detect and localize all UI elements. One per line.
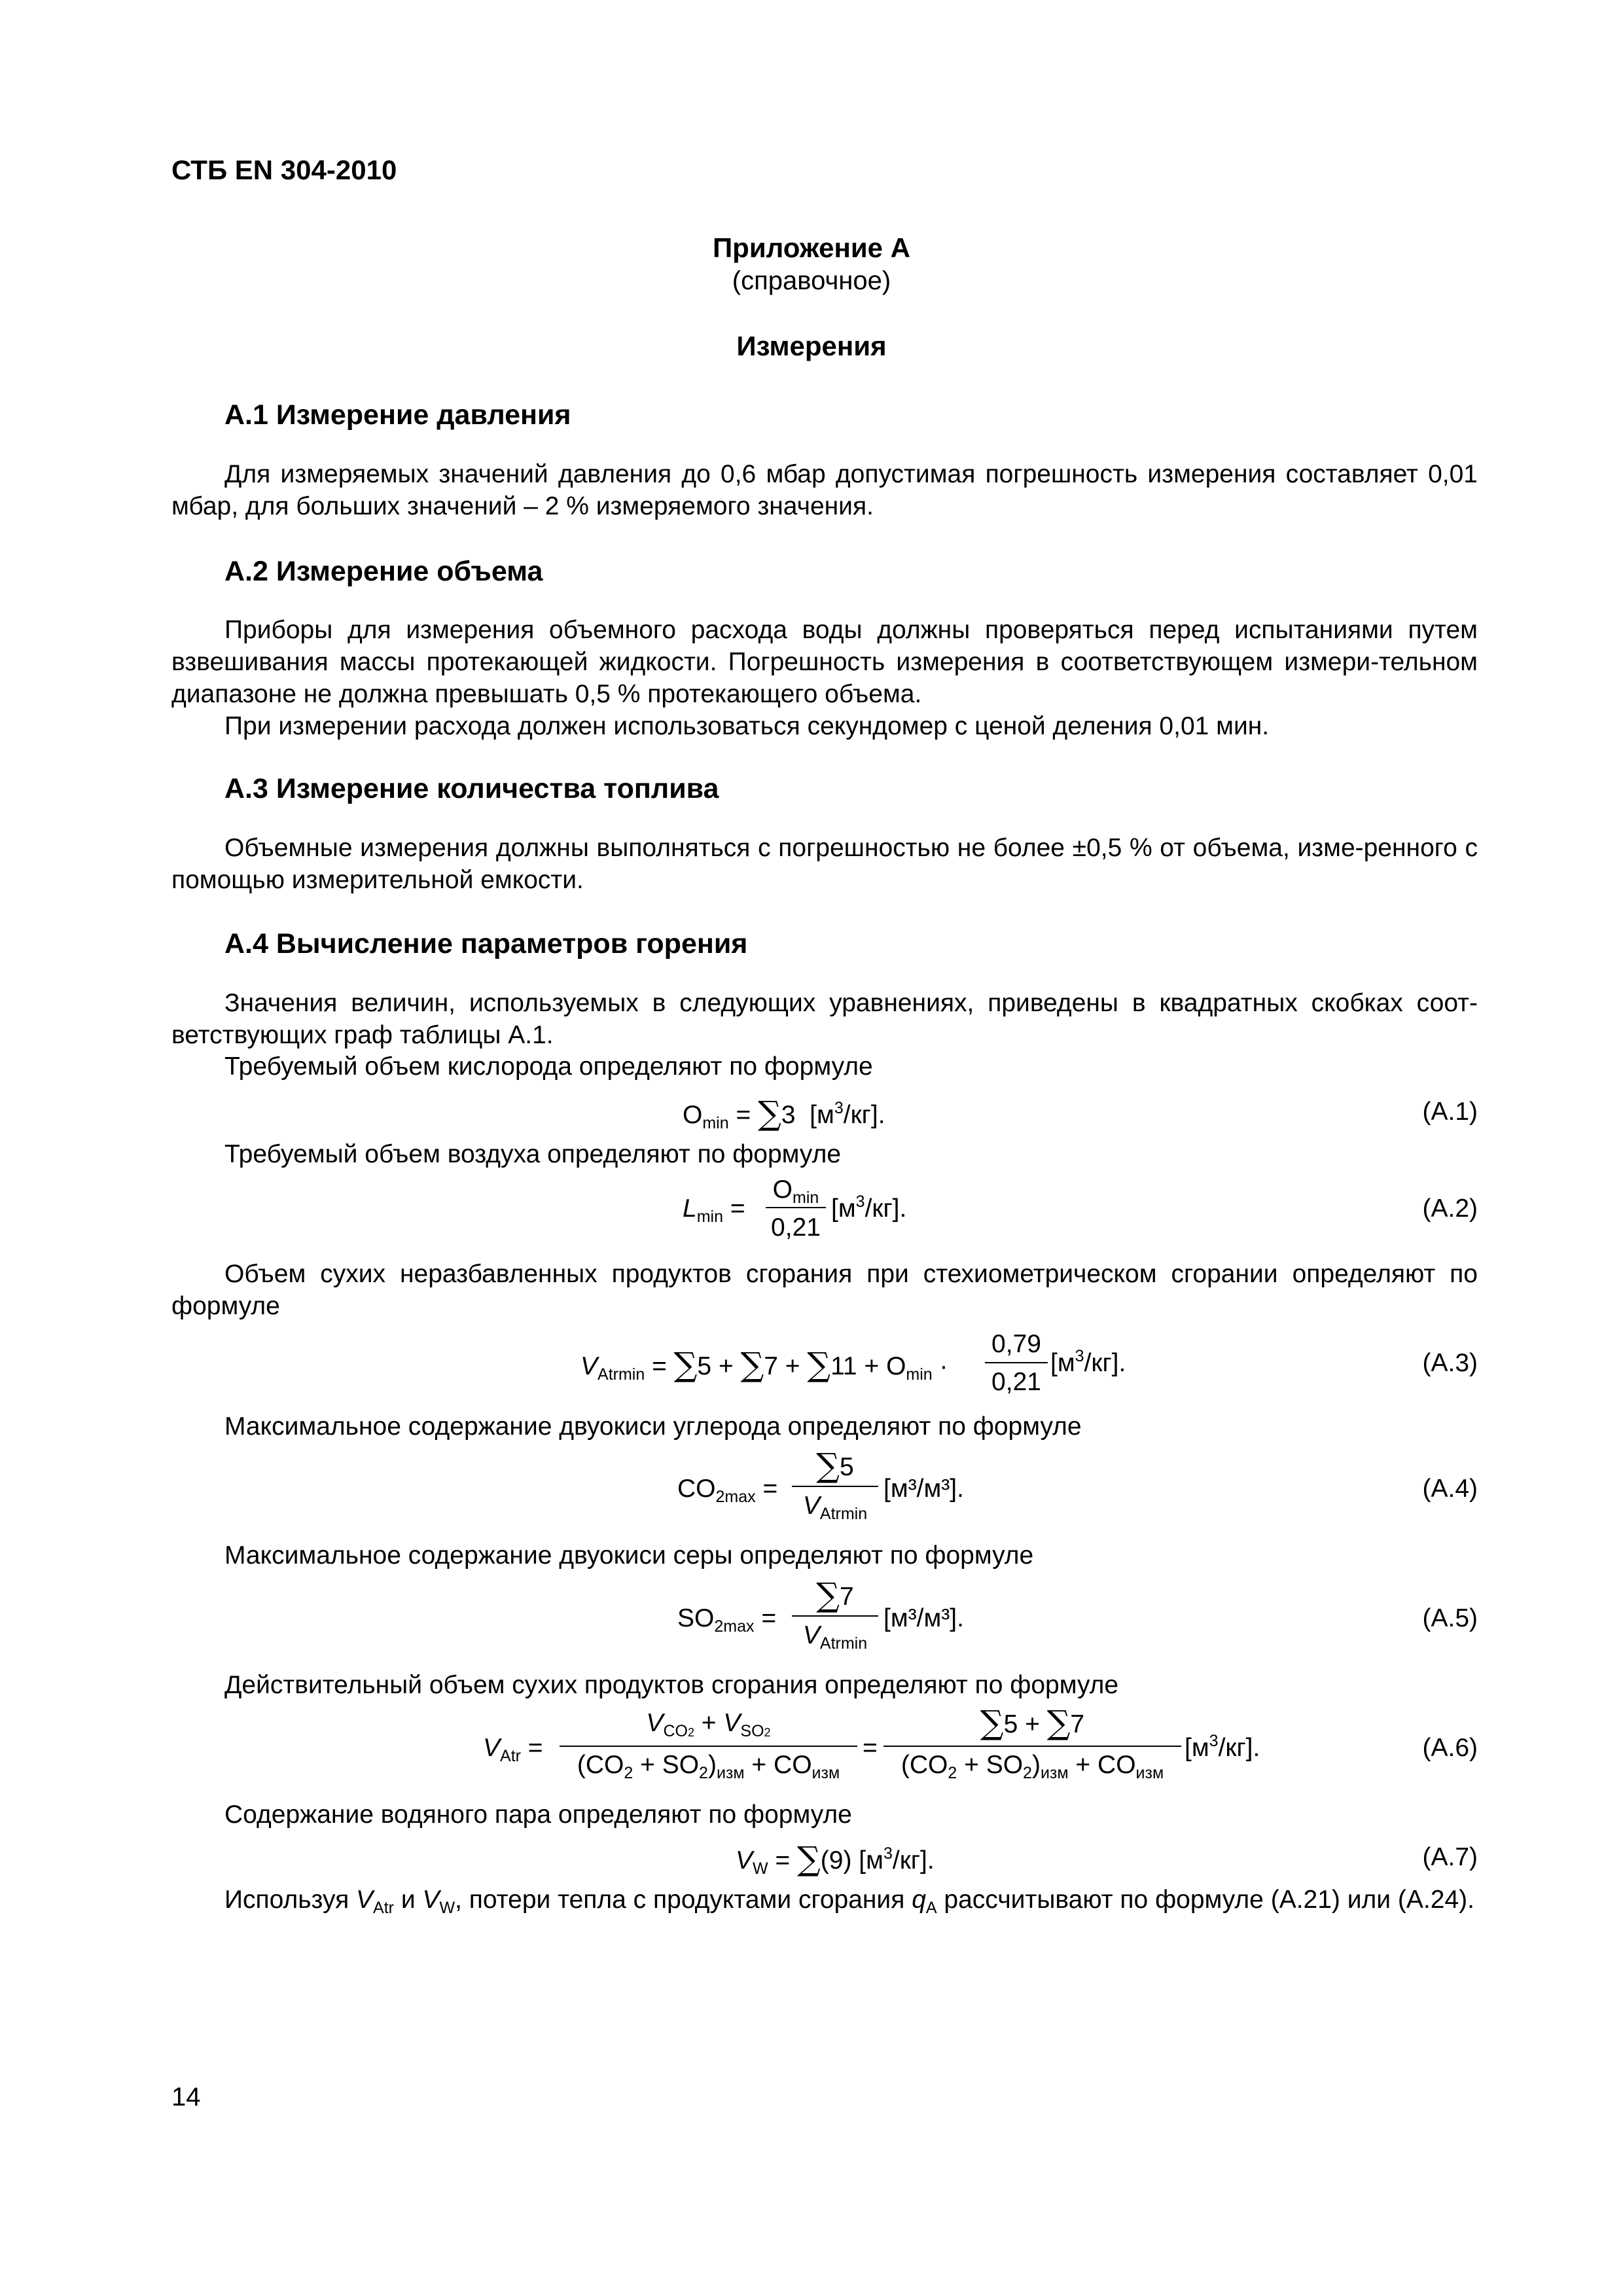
equation-a3-denominator: 0,21	[991, 1368, 1041, 1396]
section-a2-text1: Приборы для измерения объемного расхода воды должны проверяться перед испытаниями путем взвешивания массы протекающей жидкости. Погрешность измерения в соответствующем измери-тельном диапазоне не должна превышать 0,5 % протекающего объема.	[171, 616, 1478, 708]
equation-a6-denominator1: $(CO_2 + SO_2)_{изм} + CO_{изм}$	[577, 1751, 840, 1782]
equation-number-a5: (А.5)	[1422, 1604, 1478, 1632]
formula-intro-a3: Объем сухих неразбавленных продуктов сгорания при стехиометрическом сгорании определяют по формуле	[171, 1260, 1478, 1320]
equation-number-a7: (А.7)	[1422, 1843, 1478, 1871]
equation-a7: $V_W = \sum(9)$ $[м^3/кг]$.	[736, 1840, 935, 1878]
equation-a5-unit: [м³/м³].	[883, 1604, 964, 1632]
equation-a4-lhs: $CO_{2max}$ =	[677, 1475, 778, 1506]
equation-a3-numerator: 0,79	[991, 1330, 1041, 1358]
equation-a6-denominator2: $(CO_2 + SO_2)_{изм} + CO_{изм}$	[901, 1751, 1164, 1782]
section-a2-title: А.2 Измерение объема	[224, 556, 543, 587]
equation-number-a4: (А.4)	[1422, 1475, 1478, 1503]
equation-a6-fraction-bar1	[560, 1746, 857, 1747]
equation-number-a6: (А.6)	[1422, 1734, 1478, 1762]
equation-a2-numerator: $O_{min}$	[772, 1175, 819, 1207]
equation-a6-unit: $[м^3/кг]$.	[1185, 1732, 1260, 1762]
formula-intro-a4: Максимальное содержание двуокиси углерода определяют по формуле	[224, 1412, 1082, 1441]
equation-a6-fraction-bar2	[883, 1746, 1181, 1747]
sum-icon: ∑	[758, 1094, 781, 1132]
closing-paragraph: Используя $V_{Atr}$ и $V_W$, потери тепла с продуктами сгорания $q_A$ рассчитывают по формуле (А.21) или (А.24).	[224, 1886, 1474, 1917]
section-a2-text2: При измерении расхода должен использоваться секундомер с ценой деления 0,01 мин.	[224, 712, 1270, 740]
equation-a5-fraction-bar	[792, 1615, 878, 1617]
equation-a2-unit: $[м^3/кг]$.	[831, 1193, 907, 1223]
annex-heading: Измерения	[736, 331, 887, 361]
equation-a4-fraction-bar	[792, 1486, 878, 1487]
section-a3-text: Объемные измерения должны выполняться с погрешностью не более ±0,5 % от объема, изме-ренного с помощью измерительной емкости.	[171, 834, 1478, 894]
formula-intro-a2: Требуемый объем воздуха определяют по формуле	[224, 1140, 842, 1168]
equation-a6-lhs: $V_{Atr}$ =	[483, 1734, 543, 1765]
equation-a4-numerator: ∑5	[816, 1446, 854, 1484]
formula-intro-a5: Максимальное содержание двуокиси серы определяют по формуле	[224, 1541, 1034, 1570]
formula-intro-a7: Содержание водяного пара определяют по формуле	[224, 1801, 852, 1829]
equation-number-a1: (А.1)	[1422, 1098, 1478, 1126]
annex-title: Приложение А	[712, 232, 911, 263]
page-number: 14	[171, 2083, 201, 2111]
equation-a6-numerator2: ∑5 + ∑7	[980, 1704, 1085, 1742]
equation-a6-numerator1: $V_{CO2} + V_{SO2}$	[646, 1709, 771, 1740]
formula-intro-a1: Требуемый объем кислорода определяют по формуле	[224, 1052, 873, 1081]
section-a4-intro: Значения величин, используемых в следующих уравнениях, приведены в квадратных скобках соот-ветствующих граф таблицы А.1.	[171, 989, 1478, 1049]
equation-number-a2: (А.2)	[1422, 1194, 1478, 1223]
equation-a4-unit: [м³/м³].	[883, 1475, 964, 1503]
equation-a3-lhs: $V_{Atrmin} = \sum 5 + \sum 7 + \sum 11 + O_{min}$ ·	[580, 1346, 948, 1384]
equation-a6-equals: =	[863, 1734, 878, 1762]
equation-a4-denominator: $V_{Atrmin}$	[802, 1492, 868, 1523]
section-a3-title: А.3 Измерение количества топлива	[224, 773, 719, 804]
section-a1-text: Для измеряемых значений давления до 0,6 мбар допустимая погрешность измерения составляет 0,01 мбар, для больших значений – 2 % измеряемого значения.	[171, 460, 1478, 520]
equation-number-a3: (А.3)	[1422, 1349, 1478, 1377]
equation-a2-fraction-bar	[766, 1207, 826, 1208]
formula-intro-a6: Действительный объем сухих продуктов сгорания определяют по формуле	[224, 1671, 1119, 1699]
equation-a3-unit: $[м^3/кг]$.	[1050, 1347, 1126, 1377]
equation-a5-denominator: $V_{Atrmin}$	[802, 1621, 868, 1653]
equation-a2-denominator: 0,21	[771, 1213, 821, 1242]
equation-a2-lhs: $L_{min}$ =	[683, 1194, 745, 1226]
section-a1-title: А.1 Измерение давления	[224, 399, 571, 431]
annex-subtitle: (справочное)	[732, 266, 891, 295]
document-code: СТБ EN 304-2010	[171, 154, 397, 185]
section-a4-title: А.4 Вычисление параметров горения	[224, 928, 748, 960]
equation-a5-numerator: ∑7	[816, 1576, 854, 1614]
equation-a3-fraction-bar	[985, 1362, 1048, 1363]
equation-a1: $O_{min} = \sum 3$ $[м^3/кг]$.	[683, 1094, 885, 1132]
equation-a5-lhs: $SO_{2max}$ =	[677, 1604, 777, 1636]
